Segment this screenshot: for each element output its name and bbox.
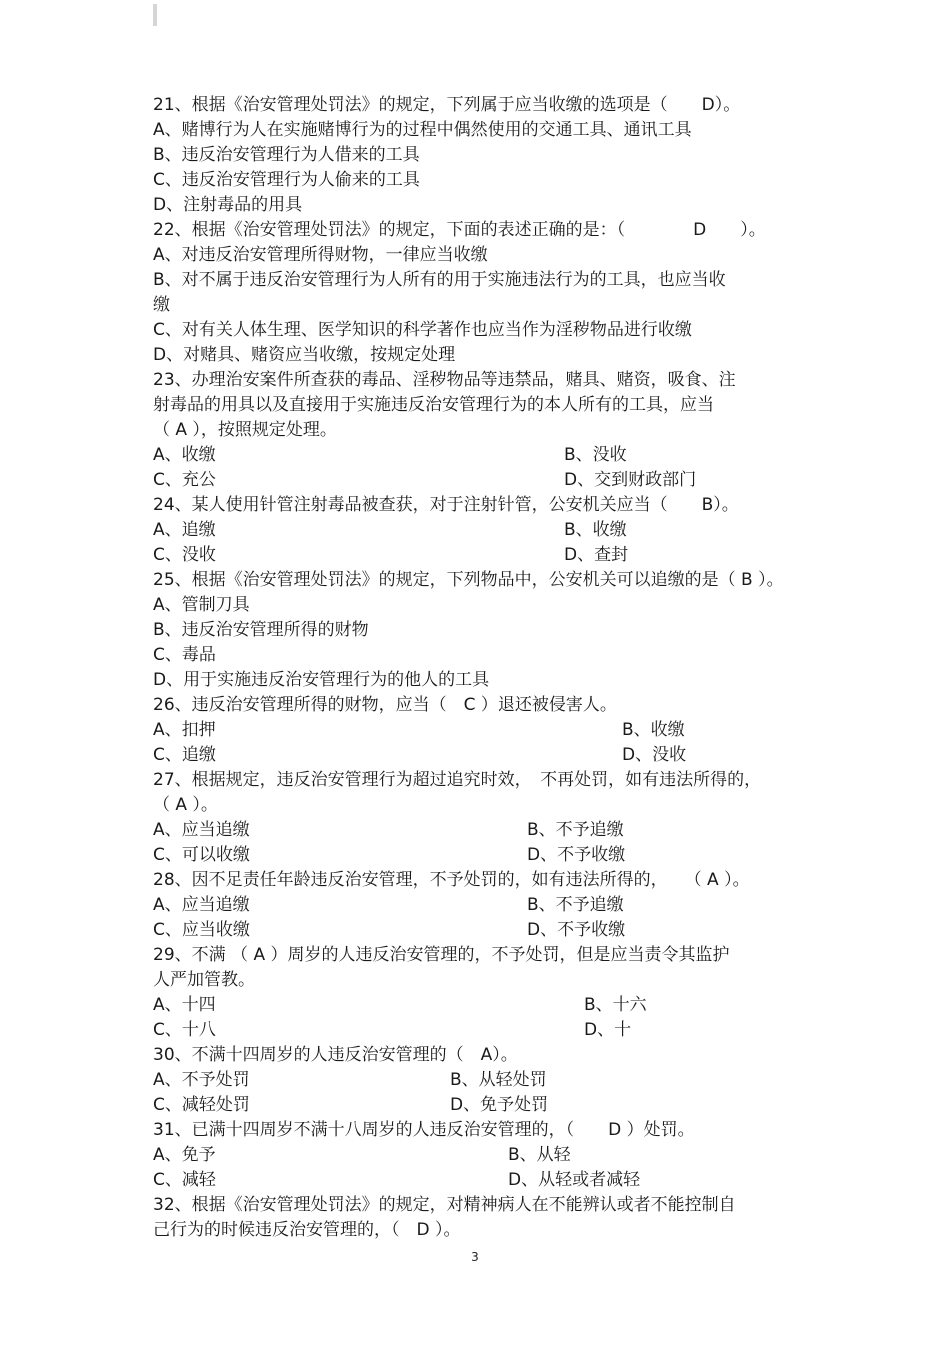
option-row (153, 1018, 813, 1043)
option-line: B、违反治安管理行为人借来的工具 (153, 145, 420, 165)
question-27-stem: 27、根据规定，违反治安管理行为超过追究时效， 不再处罚，如有违法所得的， (153, 770, 762, 790)
option-left: C、十八 (153, 1020, 216, 1040)
option-row (153, 1068, 813, 1093)
option-line: 缴 (153, 295, 170, 315)
option-right: D、查封 (564, 545, 629, 565)
question-32-stem: 32、根据《治安管理处罚法》的规定，对精神病人在不能辨认或者不能控制自 (153, 1195, 736, 1215)
option-right: D、不予收缴 (527, 845, 626, 865)
option-right: B、从轻 (508, 1145, 571, 1165)
option-left: C、可以收缴 (153, 845, 250, 865)
option-right: B、从轻处罚 (450, 1070, 547, 1090)
question-29-stem: 人严加管教。 (153, 970, 255, 990)
option-left: A、追缴 (153, 520, 216, 540)
option-right: D、免予处罚 (450, 1095, 549, 1115)
option-left: A、应当追缴 (153, 895, 250, 915)
question-31-stem: 31、已满十四周岁不满十八周岁的人违反治安管理的，（ D ）处罚。 (153, 1120, 695, 1140)
question-23-stem: 射毒品的用具以及直接用于实施违反治安管理行为的本人所有的工具，应当 (153, 395, 714, 415)
question-23-stem: 23、办理治安案件所查获的毒品、淫秽物品等违禁品，赌具、赌资，吸食、注 (153, 370, 736, 390)
question-25-stem: 25、根据《治安管理处罚法》的规定，下列物品中，公安机关可以追缴的是（ B ）。 (153, 570, 784, 590)
option-line: D、对赌具、赌资应当收缴，按规定处理 (153, 345, 456, 365)
option-left: C、充公 (153, 470, 216, 490)
option-left: C、减轻 (153, 1170, 216, 1190)
option-right: D、十 (584, 1020, 632, 1040)
option-left: C、减轻处罚 (153, 1095, 250, 1115)
option-right: B、十六 (584, 995, 647, 1015)
question-21-stem: 21、根据《治安管理处罚法》的规定，下列属于应当收缴的选项是（ D）。 (153, 95, 741, 115)
option-right: D、交到财政部门 (564, 470, 697, 490)
option-left: A、十四 (153, 995, 216, 1015)
option-line: C、对有关人体生理、医学知识的科学著作也应当作为淫秽物品进行收缴 (153, 320, 692, 340)
question-28-stem: 28、因不足责任年龄违反治安管理，不予处罚的，如有违法所得的， （ A ）。 (153, 870, 750, 890)
option-line: D、注射毒品的用具 (153, 195, 303, 215)
question-23-stem: （ A ），按照规定处理。 (153, 420, 337, 440)
option-line: A、管制刀具 (153, 595, 250, 615)
question-30-stem: 30、不满十四周岁的人违反治安管理的（ A）。 (153, 1045, 518, 1065)
option-left: A、应当追缴 (153, 820, 250, 840)
question-22-stem: 22、根据《治安管理处罚法》的规定，下面的表述正确的是：（ D ）。 (153, 220, 766, 240)
question-26-stem: 26、违反治安管理所得的财物，应当（ C ）退还被侵害人。 (153, 695, 617, 715)
option-line: A、对违反治安管理所得财物，一律应当收缴 (153, 245, 488, 265)
option-left: A、不予处罚 (153, 1070, 250, 1090)
option-row (153, 1143, 813, 1168)
option-line: C、违反治安管理行为人偷来的工具 (153, 170, 420, 190)
option-row (153, 718, 813, 743)
option-row (153, 743, 813, 768)
question-24-stem: 24、某人使用针管注射毒品被查获，对于注射针管，公安机关应当（ B）。 (153, 495, 739, 515)
option-line: D、用于实施违反治安管理行为的他人的工具 (153, 670, 490, 690)
option-line: C、毒品 (153, 645, 216, 665)
option-right: B、收缴 (622, 720, 685, 740)
question-27-stem: （ A ）。 (153, 795, 218, 815)
option-right: D、从轻或者减轻 (508, 1170, 641, 1190)
option-right: B、收缴 (564, 520, 627, 540)
option-line: B、违反治安管理所得的财物 (153, 620, 369, 640)
option-row (153, 993, 813, 1018)
option-right: B、不予追缴 (527, 895, 624, 915)
option-row (153, 1093, 813, 1118)
question-29-stem: 29、不满 （ A ）周岁的人违反治安管理的，不予处罚，但是应当责令其监护 (153, 945, 730, 965)
option-right: D、不予收缴 (527, 920, 626, 940)
option-row (153, 893, 813, 918)
question-32-stem: 己行为的时候违反治安管理的，（ D ）。 (153, 1220, 461, 1240)
option-left: C、应当收缴 (153, 920, 250, 940)
option-left: A、收缴 (153, 445, 216, 465)
option-right: B、没收 (564, 445, 627, 465)
option-left: C、追缴 (153, 745, 216, 765)
option-left: C、没收 (153, 545, 216, 565)
option-right: B、不予追缴 (527, 820, 624, 840)
page-number: 3 (471, 1250, 479, 1264)
option-row (153, 443, 813, 468)
option-left: A、免予 (153, 1145, 216, 1165)
option-line: A、赌博行为人在实施赌博行为的过程中偶然使用的交通工具、通讯工具 (153, 120, 692, 140)
option-row (153, 1168, 813, 1193)
option-right: D、没收 (622, 745, 687, 765)
scan-corner-mark (153, 4, 157, 26)
option-row (153, 818, 813, 843)
option-row (153, 518, 813, 543)
question-list (153, 93, 813, 1243)
option-row (153, 843, 813, 868)
option-row (153, 918, 813, 943)
option-left: A、扣押 (153, 720, 216, 740)
option-line: B、对不属于违反治安管理行为人所有的用于实施违法行为的工具，也应当收 (153, 270, 726, 290)
option-row (153, 543, 813, 568)
option-row (153, 468, 813, 493)
